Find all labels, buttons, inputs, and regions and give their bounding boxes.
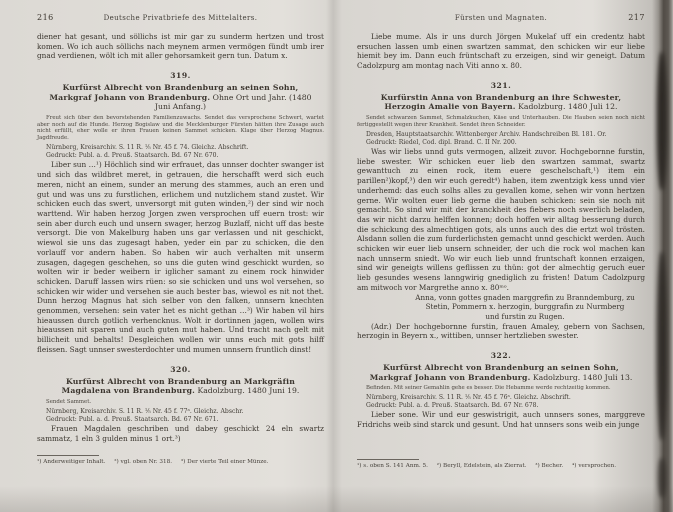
print-reference-319: Gedruckt: Publ. a. d. Preuß. Staatsarch. Bd. 67 Nr. 670. [46,152,219,160]
scan-edge-blot-top [657,52,667,190]
footnote-rule-right [357,459,419,460]
scan-edge-blot-middle [657,252,667,440]
running-title-left: Deutsche Privatbriefe des Mittelalters. [103,14,258,22]
archive-reference-322: Nürnberg, Kreisarchiv. S. 11 R. ⅕ Nr. 45 f. 76ᵃ. Gleichz. Abschrift. [366,394,571,402]
letter-heading-322 [361,363,641,382]
letter-title-319: Kurfürst Albrecht von Brandenburg an seinen Sohn, Markgraf Johann von Brandenburg. [49,83,299,102]
letter-number-320: 320. [170,364,191,374]
footnotes-left [37,455,321,466]
letter-number-322: 322. [490,351,512,361]
footnote-text-right [357,463,631,470]
footnotes-right [357,459,631,470]
page-header-right [357,13,645,23]
letter-body-319: Liber sun …¹) Höchlich sind wir erfrauet, das unnser dochter swanger ist und sich das wildbret meret, in getrauen, die herschafft werd sich euch meren, nicht an einem, sunder an merung des stammes, auch an eren und gut und was uns zu furstlichen, erlichem und nutzlichem stand zustet. Wir schicken euch das swert, unversorgt mit guten winden,²) der sind wir noch warttend. Wir haben herzog Jorgen zwen versprochen uff euern trost: wir sein aber durch euch und unsern swager, herzog Buzlaff, nicht uff das beste versorgt. Die von Makelburg haben uns gar verlassen und nit geschickt, wiewol sie uns das zugesagt haben, yeder ein par zu schicken, die den vorlauff vor andern haben. So haben wir auch verhalten mit unserm zusagen, dagegen geschehen, so uns die guten wind geschickt wurden, so wolten wir ir beder weibern ir iglicher samant zu einem rock hinwider schicken. Daruff lassen wirs rüen: so sie schicken und uns wol versehen, so schicken wir wider und versehen sie auch bester bas, wiewol es nit not thet. Dunn herzog Magnus hat sich selber von den falken, unnsern knechten genommen, versehen: sein vater het es nicht gethan …³) Wir haben vil hirs hieaussen durch gotlich verhencknus. Wolt ir dortinnen jagen, wollen wirs hieaussen nit sparen und auch guten mut haben. Und tracht nach gelt mit billicheit und behalts! Desgleichen wollen wir unns euch mit gots hilff fleissen. Sagt unnser swesterdochter und mumen unnsern fruntlich dinst! [37,160,324,354]
letter-title-320: Kurfürst Albrecht von Brandenburg an Markgräfin Magdalena von Brandenburg. [61,376,295,396]
print-reference-321: Gedruckt: Riedel, Cod. dipl. Brand. C. II Nr. 200. [366,138,517,146]
letter-body-322: Lieber sone. Wir und eur geswistrigit, auch unnsers sones, marggreve Fridrichs weib sind starck und gesunt. Und hat unnsers sons weib ein junge [357,410,645,430]
letter-section-321 [357,81,645,341]
footnote-2-right: ²) Beryll, Edelstein, als Zierrat. [436,463,527,469]
footnote-text-left [37,459,321,466]
page-left [0,0,333,512]
page-right [341,0,655,512]
signature-line-2: Stetin, Pommern x. herzogin, burggrafin zu Nurmberg [425,302,625,312]
letter-number-321: 321. [490,80,512,90]
letter-title-321: Kurfürstin Anna von Brandenburg an ihre Schwester, Herzogin Amalie von Bayern. [380,92,622,112]
letter-dateline-321: Kadolzburg. 1480 Juli 12. [518,102,618,112]
letter-dateline-322: Kadolzburg. 1480 Juli 13. [532,372,633,382]
continuation-paragraph-right: Liebe mume. Als ir uns durch Jörgen Mukelaf uff ein credentz habt ersuchen lassen umb einen swartzen sammat, den schicken wir eur liebe hiemit bey im. Dann euch früntschaft zu erzeigen, sind wir geneigt. Datum Cadolzpurg am montag nach Viti anno x. 80. [357,32,645,71]
letter-heading-320 [41,377,320,396]
signature-line-3: und furstin zu Rugen. [485,311,565,321]
archive-reference-320: Nürnberg, Kreisarchiv. S. 11 R. ⅕ Nr. 45 f. 77ᵃ. Gleichz. Abschr. [46,407,244,415]
footnote-3-left: ³) Der vierte Teil einer Münze. [180,459,269,465]
page-gutter-shadow [326,0,342,512]
letter-dateline-320: Kadolzburg. 1480 Juni 19. [197,386,300,396]
footnote-2-left: ²) vgl. oben Nr. 318. [114,459,173,465]
signature-line-1: Anna, vonn gottes gnaden marggrefin zu Branndemburg, zu [415,292,635,302]
letter-dateline-319: Ohne Ort und Jahr. (1480 Juni Anfang.) [154,92,312,112]
letter-body-321: Was wir liebs unnd guts vermogen, allzeit zuvor. Hochgebornne furstin, liebe swester. Wir schicken euer lieb den swartzen sammat, swartz gewanttuch zu einen rock, item euere geschelschaft,¹) item ein parillen²)kopf,³) den wir euch geredt⁴) haben, item zwentzigk kess unnd vier underhemd: das euch solhs alles zu gevallen kome, sehen wir vonn hertzen gerne. Wir wolten euer lieb gerne die hauben schicken: sein sie noch nit gemacht. So sind wir mit der kranckheit des fiebers noch swerlich beladen, das wir nicht darzu helffen konnen; doch hoffen wir alltag besserung durch die schickung des almechtigen gots, als unns auch des die ertzt wol trösten. Alsdann sollen die zum furderlichsten gemacht unnd geschickt werden. Auch schicken wir euer lieb unsern schneider, der uch die rock wol machen kan nach unnserm sniedt. Wo wir euch lieb unnd fruntschaft konnen erzaigen, sind wir geneigts willens geflissen zu thün: got der almechtig geruch euer lieb gesundes wesens lanngwirig gnediglich zu fristen! Datum Cadolzpurg am mitwoch vor Margrethe anno x. 80ᵐᵒ. [357,147,645,292]
letter-body-320: Frauen Magdalen geschriben und dabey geschickt 24 eln swartz sammatz, 1 eln 3 gulden minus 1 ort.³) [37,423,324,443]
page-number-right: 217 [628,13,645,22]
continuation-paragraph-left: diener hat gesant, und söllichs ist mir gar zu sunderm hertzen und trost komen. Wo ich auch söllichs nach meynem armen vermögen fündt umb irer gnad verdienen, wölt ich mit aller gehorsamkeit gern tun. Datum x. [37,32,324,61]
letter-title-322: Kurfürst Albrecht von Brandenburg an seinen Sohn, Markgraf Johann von Brandenburg. [369,363,619,382]
letter-regest-322: Befinden. Mit seiner Gemahlin gehe es besser. Die Hebamme werde rechtzeitig kommen. [366,385,611,392]
print-reference-320: Gedruckt: Publ. a. d. Preuß. Staatsarch. Bd. 67 Nr. 671. [46,415,219,423]
scan-edge-blot-bottom [658,458,666,498]
letter-regest-321: Sendet schwarzen Sammet, Schmalzkuchen, Käse und Unterhauben. Die Hauben seien noch nicht fertiggestellt wegen ihrer Krankheit. Sendet ihren Schneider. [357,115,645,128]
print-reference-322: Gedruckt: Publ. a. d. Preuß. Staatsarch. Bd. 67 Nr. 678. [366,402,539,410]
page-header-left [37,13,324,23]
letter-number-319: 319. [170,71,191,81]
running-title-right: Fürsten und Magnaten. [454,14,548,22]
letter-section-320 [37,365,324,444]
footnote-1-right: ¹) s. oben S. 141 Anm. 5. [357,463,428,469]
footnote-rule-left [37,455,99,456]
letter-regest-320: Sendet Sammet. [46,398,92,405]
footnote-4-right: ⁴) versprochen. [572,463,617,469]
letter-heading-319 [41,83,320,112]
archive-reference-321: Dresden, Hauptstaatsarchiv. Wittenberger Archiv. Handschreiben Bl. 181. Or. [366,130,607,138]
letter-section-322 [357,351,645,430]
footnote-1-left: ¹) Anderweitiger Inhalt. [37,459,106,465]
page-number-left: 216 [37,13,54,22]
address-line-321: (Adr.) Der hochgebornne furstin, frauen Amaley, gebern von Sachsen, herzogin in Beyern x., wittiben, unnser hertzlieben swester. [357,321,645,341]
letter-regest-319: Freut sich über den bevorstehenden Familienzuwachs. Sendet das versprochene Schwert, wartet aber noch auf die Hunde. Herzog Bogislaw und die Mecklenburger Fürsten hätten ihre Zusage auch nicht erfüllt, eher wolle er ihren Frauen keinen Sammet schicken. Klage über Herzog Magnus. Jagdfreude. [37,114,324,142]
footnote-3-right: ³) Becher. [535,463,564,469]
letter-heading-321 [361,93,641,112]
archive-reference-319: Nürnberg, Kreisarchiv. S. 11 R. ⅕ Nr. 45 f. 74. Gleichz. Abschrift. [46,144,249,152]
signature-block-321 [357,293,645,322]
letter-section-319 [37,71,324,354]
